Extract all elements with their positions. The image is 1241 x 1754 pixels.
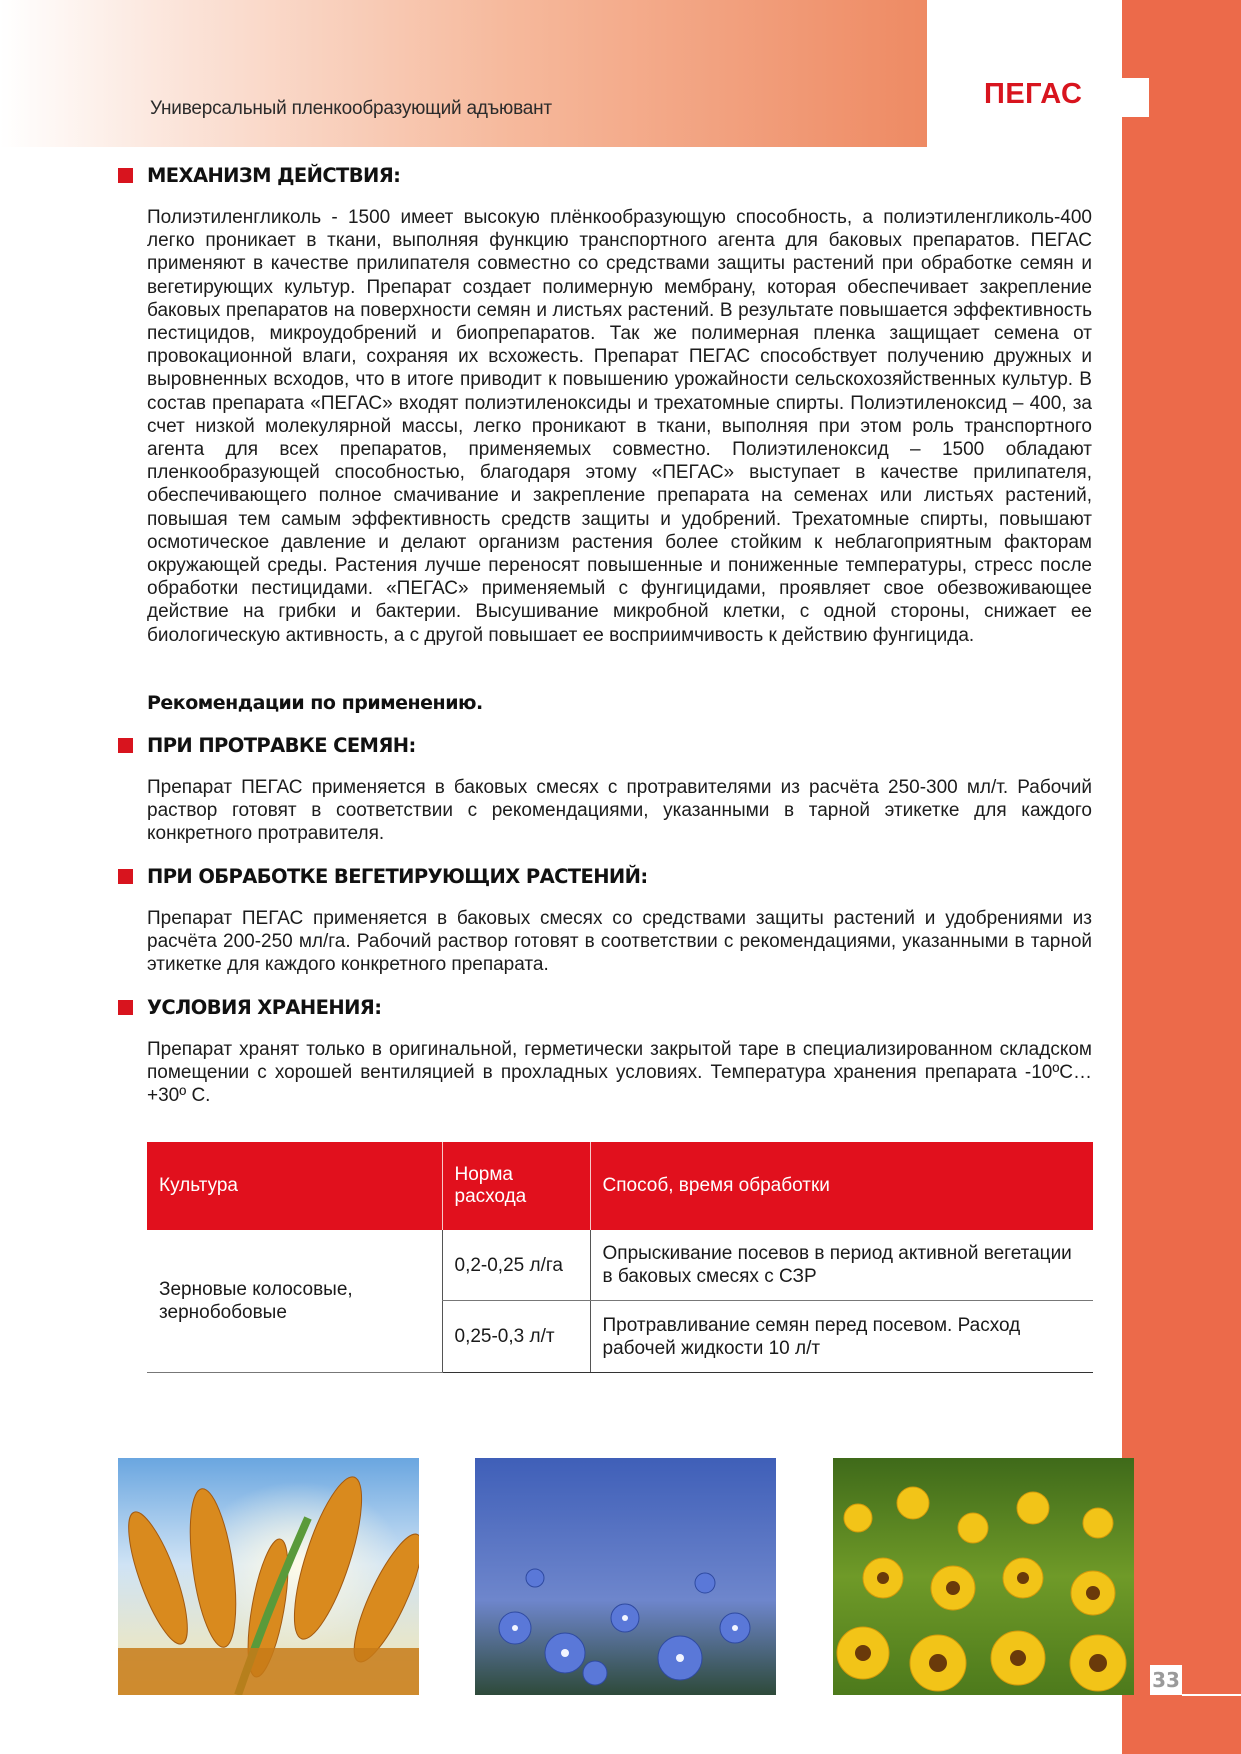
square-bullet-icon (118, 738, 133, 753)
document-subtitle: Универсальный пленкообразующий адъювант (150, 98, 552, 119)
table-header-row (147, 1142, 1093, 1230)
table-header-rate: Норма расхода (442, 1142, 590, 1230)
section-title: ПРИ ПРОТРАВКЕ СЕМЯН: (147, 734, 416, 757)
section-heading-mechanism (118, 164, 400, 187)
section-title: УСЛОВИЯ ХРАНЕНИЯ: (147, 996, 382, 1019)
brand-title: ПЕГАС (984, 78, 1083, 110)
table-cell-method: Протравливание семян перед посевом. Расход рабочей жидкости 10 л/т (590, 1301, 1093, 1373)
table-cell-crop: Зерновые колосовые, зернобобовые (147, 1230, 442, 1373)
mechanism-paragraph: Полиэтиленгликоль - 1500 имеет высокую плёнкообразующую способность, а полиэтиленгликоль-400 легко проникает в ткани, выполняя функцию транспортного агента для баковых препаратов. ПЕГАС применяют в качестве прилипателя совместно со средствами защиты растений при обработке семян и вегетирующих культур. Препарат создает полимерную мембрану, которая обеспечивает закрепление баковых препаратов на поверхности семян и листьях растений. В результате повышается эффективность пестицидов, микроудобрений и биопрепаратов. Так же полимерная пленка защищает семена от провокационной влаги, сохраняя их всхожесть. Препарат ПЕГАС способствует получению дружных и выровненных всходов, что в итоге приводит к повышению урожайности сельскохозяйственных культур. В состав препарата «ПЕГАС» входят полиэтиленоксиды и трехатомные спирты. Полиэтиленоксид – 400, за счет низкой молекулярной массы, легко проникают в ткани, выполняя при этом роль транспортного агента для всех препаратов, применяемых совместно. Полиэтиленоксид – 1500 обладают пленкообразующей способностью, благодаря этому «ПЕГАС» выступает в качестве прилипателя, обеспечивающего полное смачивание и закрепление препарата на семенах или листьях растений, повышая тем самым эффективность средств защиты и удобрений. Трехатомные спирты, повышают осмотическое давление и делают организм растения более стойким к неблагоприятным факторам окружающей среды. Растения лучше переносят повышенные и пониженные температуры, стресс после обработки пестицидами. «ПЕГАС» применяемый с фунгицидами, проявляет свое обезвоживающее действие на грибки и бактерии. Высушивание микробной клетки, с одной стороны, снижает ее биологическую активность, а с другой повышает ее восприимчивость к действию фунгицида. (147, 207, 1092, 646)
section-title: МЕХАНИЗМ ДЕЙСТВИЯ: (147, 164, 401, 187)
side-color-bar (1122, 0, 1241, 1754)
section-heading-storage (118, 996, 381, 1019)
table-cell-rate: 0,25-0,3 л/т (442, 1301, 590, 1373)
table-header-method: Способ, время обработки (590, 1142, 1093, 1230)
sunflowers-photo (833, 1458, 1134, 1695)
table-row (147, 1230, 1093, 1301)
table-cell-method: Опрыскивание посевов в период активной вегетации в баковых смесях с СЗР (590, 1230, 1093, 1301)
table-header-crop: Культура (147, 1142, 442, 1230)
square-bullet-icon (118, 168, 133, 183)
application-table (147, 1142, 1093, 1373)
section-heading-vegetating (118, 865, 648, 888)
wheat-photo (118, 1458, 419, 1695)
page-number-rule (1182, 1694, 1241, 1696)
section-heading-seed-treatment (118, 734, 416, 757)
storage-paragraph: Препарат хранят только в оригинальной, герметически закрытой таре в специализированном складском помещении с хорошей вентиляцией в прохладных условиях. Температура хранения препарата -10ºC…+30º C. (147, 1039, 1092, 1107)
square-bullet-icon (118, 1000, 133, 1015)
recommendations-heading: Рекомендации по применению. (147, 692, 483, 714)
flax-flowers-photo (475, 1458, 776, 1695)
page-number: 33 (1150, 1665, 1182, 1695)
square-bullet-icon (118, 869, 133, 884)
brand-tab-decoration (1121, 78, 1149, 117)
seed-treatment-paragraph: Препарат ПЕГАС применяется в баковых смесях с протравителями из расчёта 250-300 мл/т. Рабочий раствор готовят в соответствии с рекомендациями, указанными в тарной этикетке для каждого конкретного протравителя. (147, 777, 1092, 845)
vegetating-paragraph: Препарат ПЕГАС применяется в баковых смесях со средствами защиты растений и удобрениями из расчёта 200-250 мл/га. Рабочий раствор готовят в соответствии с рекомендациями, указанными в тарной этикетке для каждого конкретного препарата. (147, 908, 1092, 976)
section-title: ПРИ ОБРАБОТКЕ ВЕГЕТИРУЮЩИХ РАСТЕНИЙ: (147, 865, 648, 888)
header-banner (0, 0, 927, 147)
table-cell-rate: 0,2-0,25 л/га (442, 1230, 590, 1301)
